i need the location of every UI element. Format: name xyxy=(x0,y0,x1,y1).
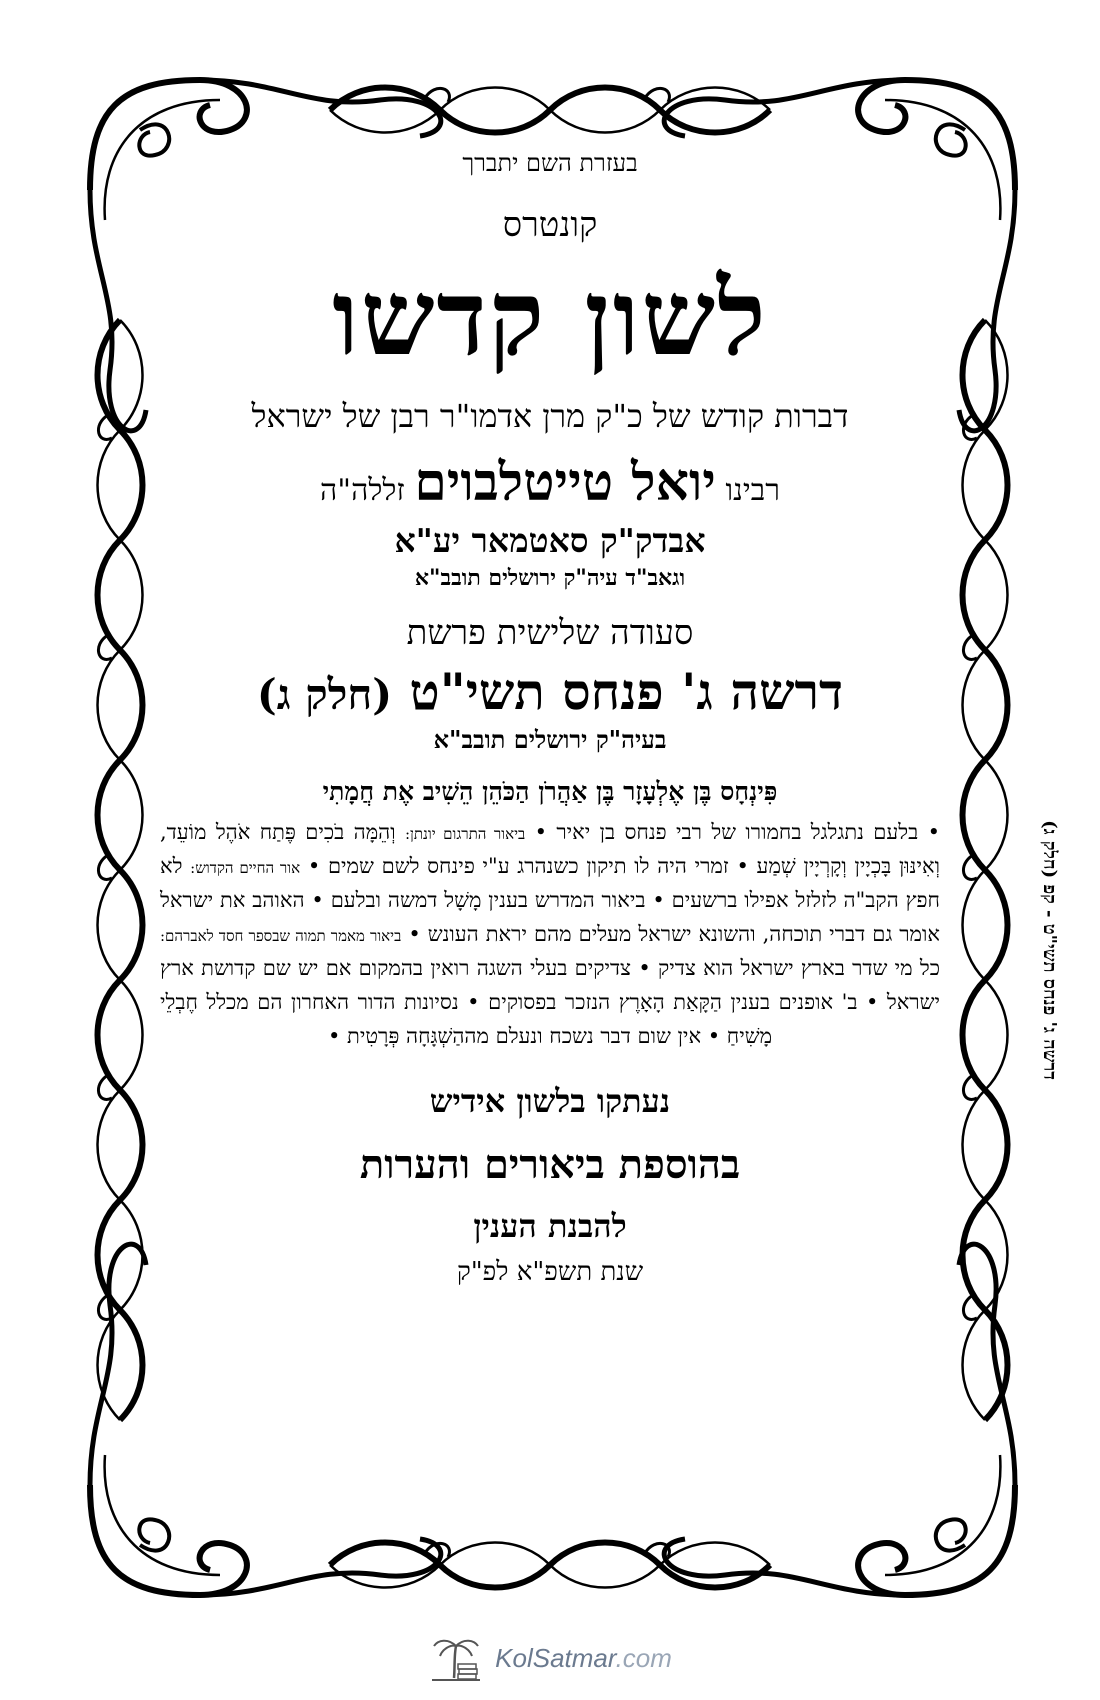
rebbe-name-line xyxy=(150,453,950,513)
drasha-title: דרשה ג' פנחס תשי"ט xyxy=(409,661,844,721)
summary-part-3: וְהֵמָּה בֹכִים פֶּתַח אֹהֶל מוֹעֵד, וְאִינּוּן בָּכְיָין וְקָרְיָין שְׁמַע • זמרי היה לו תיקון כשנהרג ע"י פינחס לשם שמים • xyxy=(160,819,940,878)
summary-part-7: כל מי שדר בארץ ישראל הוא צדיק • צדיקים בעלי השגה רואין בהמקום אם יש שם קדושת ארץ ישראל • ב' אופנים בענין הַקָּאַת הָאָרֶץ הנזכר בפסוקים • נסיונות הדור האחרון הם מכלל חֶבְלֵי מָשִׁיחַ • אין שום דבר נשכח ונעלם מההַשְׁגָּחָה פְּרָטִית • xyxy=(160,955,940,1048)
summary-part-5: לא חפץ הקב"ה לזלזל אפילו ברשעים • ביאור המדרש בענין מָשָׁל דמשה ובלעם • האוהב את ישראל אומר גם דברי תוכחה, והשונא ישראל מעלים מהם יראת העונש • xyxy=(160,853,940,946)
verse-heading: פִּינְחָס בֶּן אֶלְעָזָר בֶּן אַהֲרֹן הַכֹּהֵן הֵשִׁיב אֶת חֲמָתִי xyxy=(322,776,778,806)
seuda-line: סעודה שלישית פרשת xyxy=(406,612,694,653)
footer-branding xyxy=(0,1634,1100,1682)
book-title: לשון קדשו xyxy=(332,255,768,379)
understanding-line: להבנת הענין xyxy=(473,1206,627,1245)
av-beis-din-line: אבדק"ק סאטמאר יע"א xyxy=(394,521,706,561)
gaavad-line: וגאב"ד עיה"ק ירושלים תובב"א xyxy=(414,565,686,592)
brand-main: KolSatmar xyxy=(495,1642,616,1673)
drasha-part: (חלק ג) xyxy=(256,669,393,719)
rabeinu-prefix: רבינו xyxy=(725,472,780,508)
summary-part-1: • בלעם נתגלגל בחמורו של רבי פנחס בן יאיר • xyxy=(534,819,940,844)
topics-summary xyxy=(160,815,940,1053)
summary-source-3: ביאור מאמר תמוה שבספר חסד לאברהם: xyxy=(160,926,402,945)
drasha-title-line xyxy=(150,663,950,721)
palm-tree-books-icon xyxy=(428,1634,484,1682)
rabeinu-suffix: זללה"ה xyxy=(320,472,405,508)
translated-line: נעתקו בלשון אידיש xyxy=(429,1081,671,1120)
drasha-location: בעיה"ק ירושלים תובב"א xyxy=(433,725,667,755)
title-page-content xyxy=(150,150,950,1530)
year-line: שנת תשפ"א לפ"ק xyxy=(456,1257,644,1288)
opening-line: בעזרת השם יתברך xyxy=(462,149,638,177)
additions-line: בהוספת ביאורים והערות xyxy=(359,1140,741,1188)
divrei-kodesh-line: דברות קודש של כ"ק מרן אדמו"ר רבן של ישראל xyxy=(251,396,849,435)
site-brand[interactable] xyxy=(495,1643,672,1674)
kuntres-label: קונטרס xyxy=(502,204,598,245)
summary-source-2: אור החיים הקדוש: xyxy=(190,858,301,877)
rebbe-name: יואל טייטלבוים xyxy=(414,451,716,513)
brand-tld: .com xyxy=(615,1642,672,1673)
side-running-label: דרשה ג' פנחס תשי"ט - קפ (חלק ג) xyxy=(1039,820,1060,1080)
summary-source-1: ביאור התרגום יונתן: xyxy=(405,824,526,843)
